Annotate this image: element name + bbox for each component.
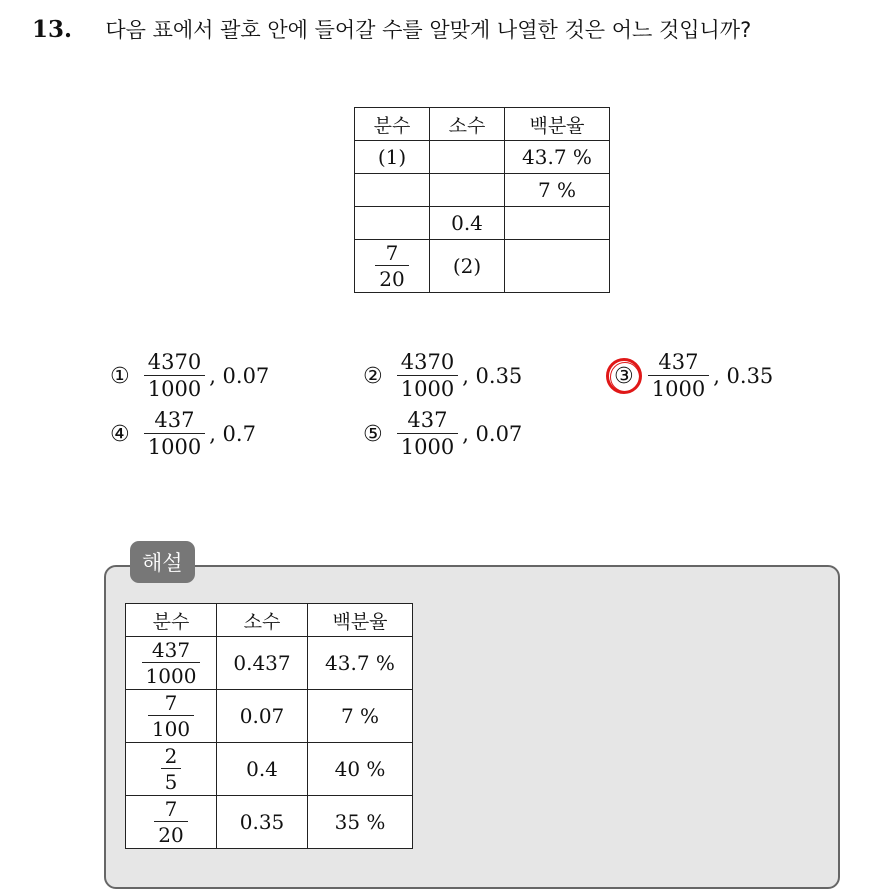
question — [32, 14, 751, 44]
cell-percent: 7 % — [505, 174, 610, 207]
fraction — [397, 410, 458, 458]
table-row — [126, 743, 413, 796]
cell-percent: 35 % — [308, 796, 413, 849]
fraction — [144, 352, 205, 400]
table-header-row — [126, 604, 413, 637]
table-row — [355, 240, 610, 293]
solution-table — [125, 603, 413, 849]
table-row — [126, 690, 413, 743]
fraction — [144, 410, 205, 458]
problem-table — [354, 107, 610, 293]
fraction-denominator: 1000 — [144, 375, 205, 400]
question-text: 다음 표에서 괄호 안에 들어갈 수를 알맞게 나열한 것은 어느 것입니까? — [105, 18, 752, 42]
header-fraction: 분수 — [355, 108, 430, 141]
header-percent: 백분율 — [505, 108, 610, 141]
choice-mark-glyph: ③ — [614, 363, 634, 389]
table-header-row — [355, 108, 610, 141]
cell-fraction — [126, 743, 217, 796]
cell-decimal: 0.437 — [217, 637, 308, 690]
fraction-numerator: 7 — [385, 241, 399, 265]
header-percent: 백분율 — [308, 604, 413, 637]
header-decimal: 소수 — [430, 108, 505, 141]
fraction — [142, 640, 201, 686]
cell-fraction — [126, 796, 217, 849]
fraction-denominator: 1000 — [397, 433, 458, 458]
fraction-denominator: 1000 — [648, 375, 709, 400]
fraction-denominator: 1000 — [142, 662, 201, 686]
fraction-numerator: 437 — [407, 408, 448, 432]
cell-percent — [505, 207, 610, 240]
cell-decimal: 0.35 — [217, 796, 308, 849]
fraction-numerator: 437 — [658, 350, 699, 374]
table-row — [355, 141, 610, 174]
cell-fraction — [355, 207, 430, 240]
header-fraction: 분수 — [126, 604, 217, 637]
fraction — [148, 693, 194, 739]
choice-value: , 0.35 — [462, 364, 523, 388]
fraction-denominator: 1000 — [144, 433, 205, 458]
selection-circle-inner-icon — [610, 362, 640, 392]
fraction-numerator: 4370 — [147, 350, 202, 374]
cell-percent — [505, 240, 610, 293]
choice-3[interactable] — [614, 352, 773, 400]
fraction — [648, 352, 709, 400]
cell-fraction: (1) — [355, 141, 430, 174]
choice-2[interactable] — [363, 352, 522, 400]
cell-decimal: 0.07 — [217, 690, 308, 743]
fraction — [154, 799, 187, 845]
cell-fraction — [355, 174, 430, 207]
cell-percent: 43.7 % — [505, 141, 610, 174]
choice-mark: ② — [363, 363, 383, 389]
fraction-numerator: 2 — [164, 744, 178, 768]
cell-decimal: 0.4 — [430, 207, 505, 240]
fraction-numerator: 7 — [164, 691, 178, 715]
fraction-denominator: 100 — [148, 715, 194, 739]
table-row — [355, 174, 610, 207]
cell-decimal: (2) — [430, 240, 505, 293]
cell-fraction — [126, 690, 217, 743]
cell-percent: 43.7 % — [308, 637, 413, 690]
fraction — [375, 243, 408, 289]
fraction-numerator: 7 — [164, 797, 178, 821]
choice-value: , 0.7 — [209, 422, 256, 446]
choice-value: , 0.07 — [462, 422, 523, 446]
choice-5[interactable] — [363, 410, 522, 458]
cell-fraction — [126, 637, 217, 690]
choice-mark — [614, 364, 634, 389]
cell-decimal: 0.4 — [217, 743, 308, 796]
fraction — [397, 352, 458, 400]
fraction-numerator: 437 — [154, 408, 195, 432]
choice-value: , 0.35 — [713, 364, 774, 388]
choice-4[interactable] — [110, 410, 256, 458]
table-row — [126, 796, 413, 849]
fraction-denominator: 1000 — [397, 375, 458, 400]
header-decimal: 소수 — [217, 604, 308, 637]
choice-value: , 0.07 — [209, 364, 270, 388]
fraction-numerator: 4370 — [400, 350, 455, 374]
choice-mark: ④ — [110, 421, 130, 447]
cell-percent: 40 % — [308, 743, 413, 796]
choice-mark: ① — [110, 363, 130, 389]
cell-percent: 7 % — [308, 690, 413, 743]
fraction-denominator: 5 — [161, 768, 182, 792]
fraction-numerator: 437 — [151, 638, 191, 662]
cell-decimal — [430, 174, 505, 207]
fraction-denominator: 20 — [375, 265, 408, 289]
table-row — [355, 207, 610, 240]
fraction-denominator: 20 — [154, 821, 187, 845]
table-row — [126, 637, 413, 690]
choice-1[interactable] — [110, 352, 269, 400]
cell-fraction — [355, 240, 430, 293]
choice-mark: ⑤ — [363, 421, 383, 447]
fraction — [161, 746, 182, 792]
question-number: 13. — [32, 16, 73, 43]
cell-decimal — [430, 141, 505, 174]
solution-label: 해설 — [130, 541, 195, 583]
